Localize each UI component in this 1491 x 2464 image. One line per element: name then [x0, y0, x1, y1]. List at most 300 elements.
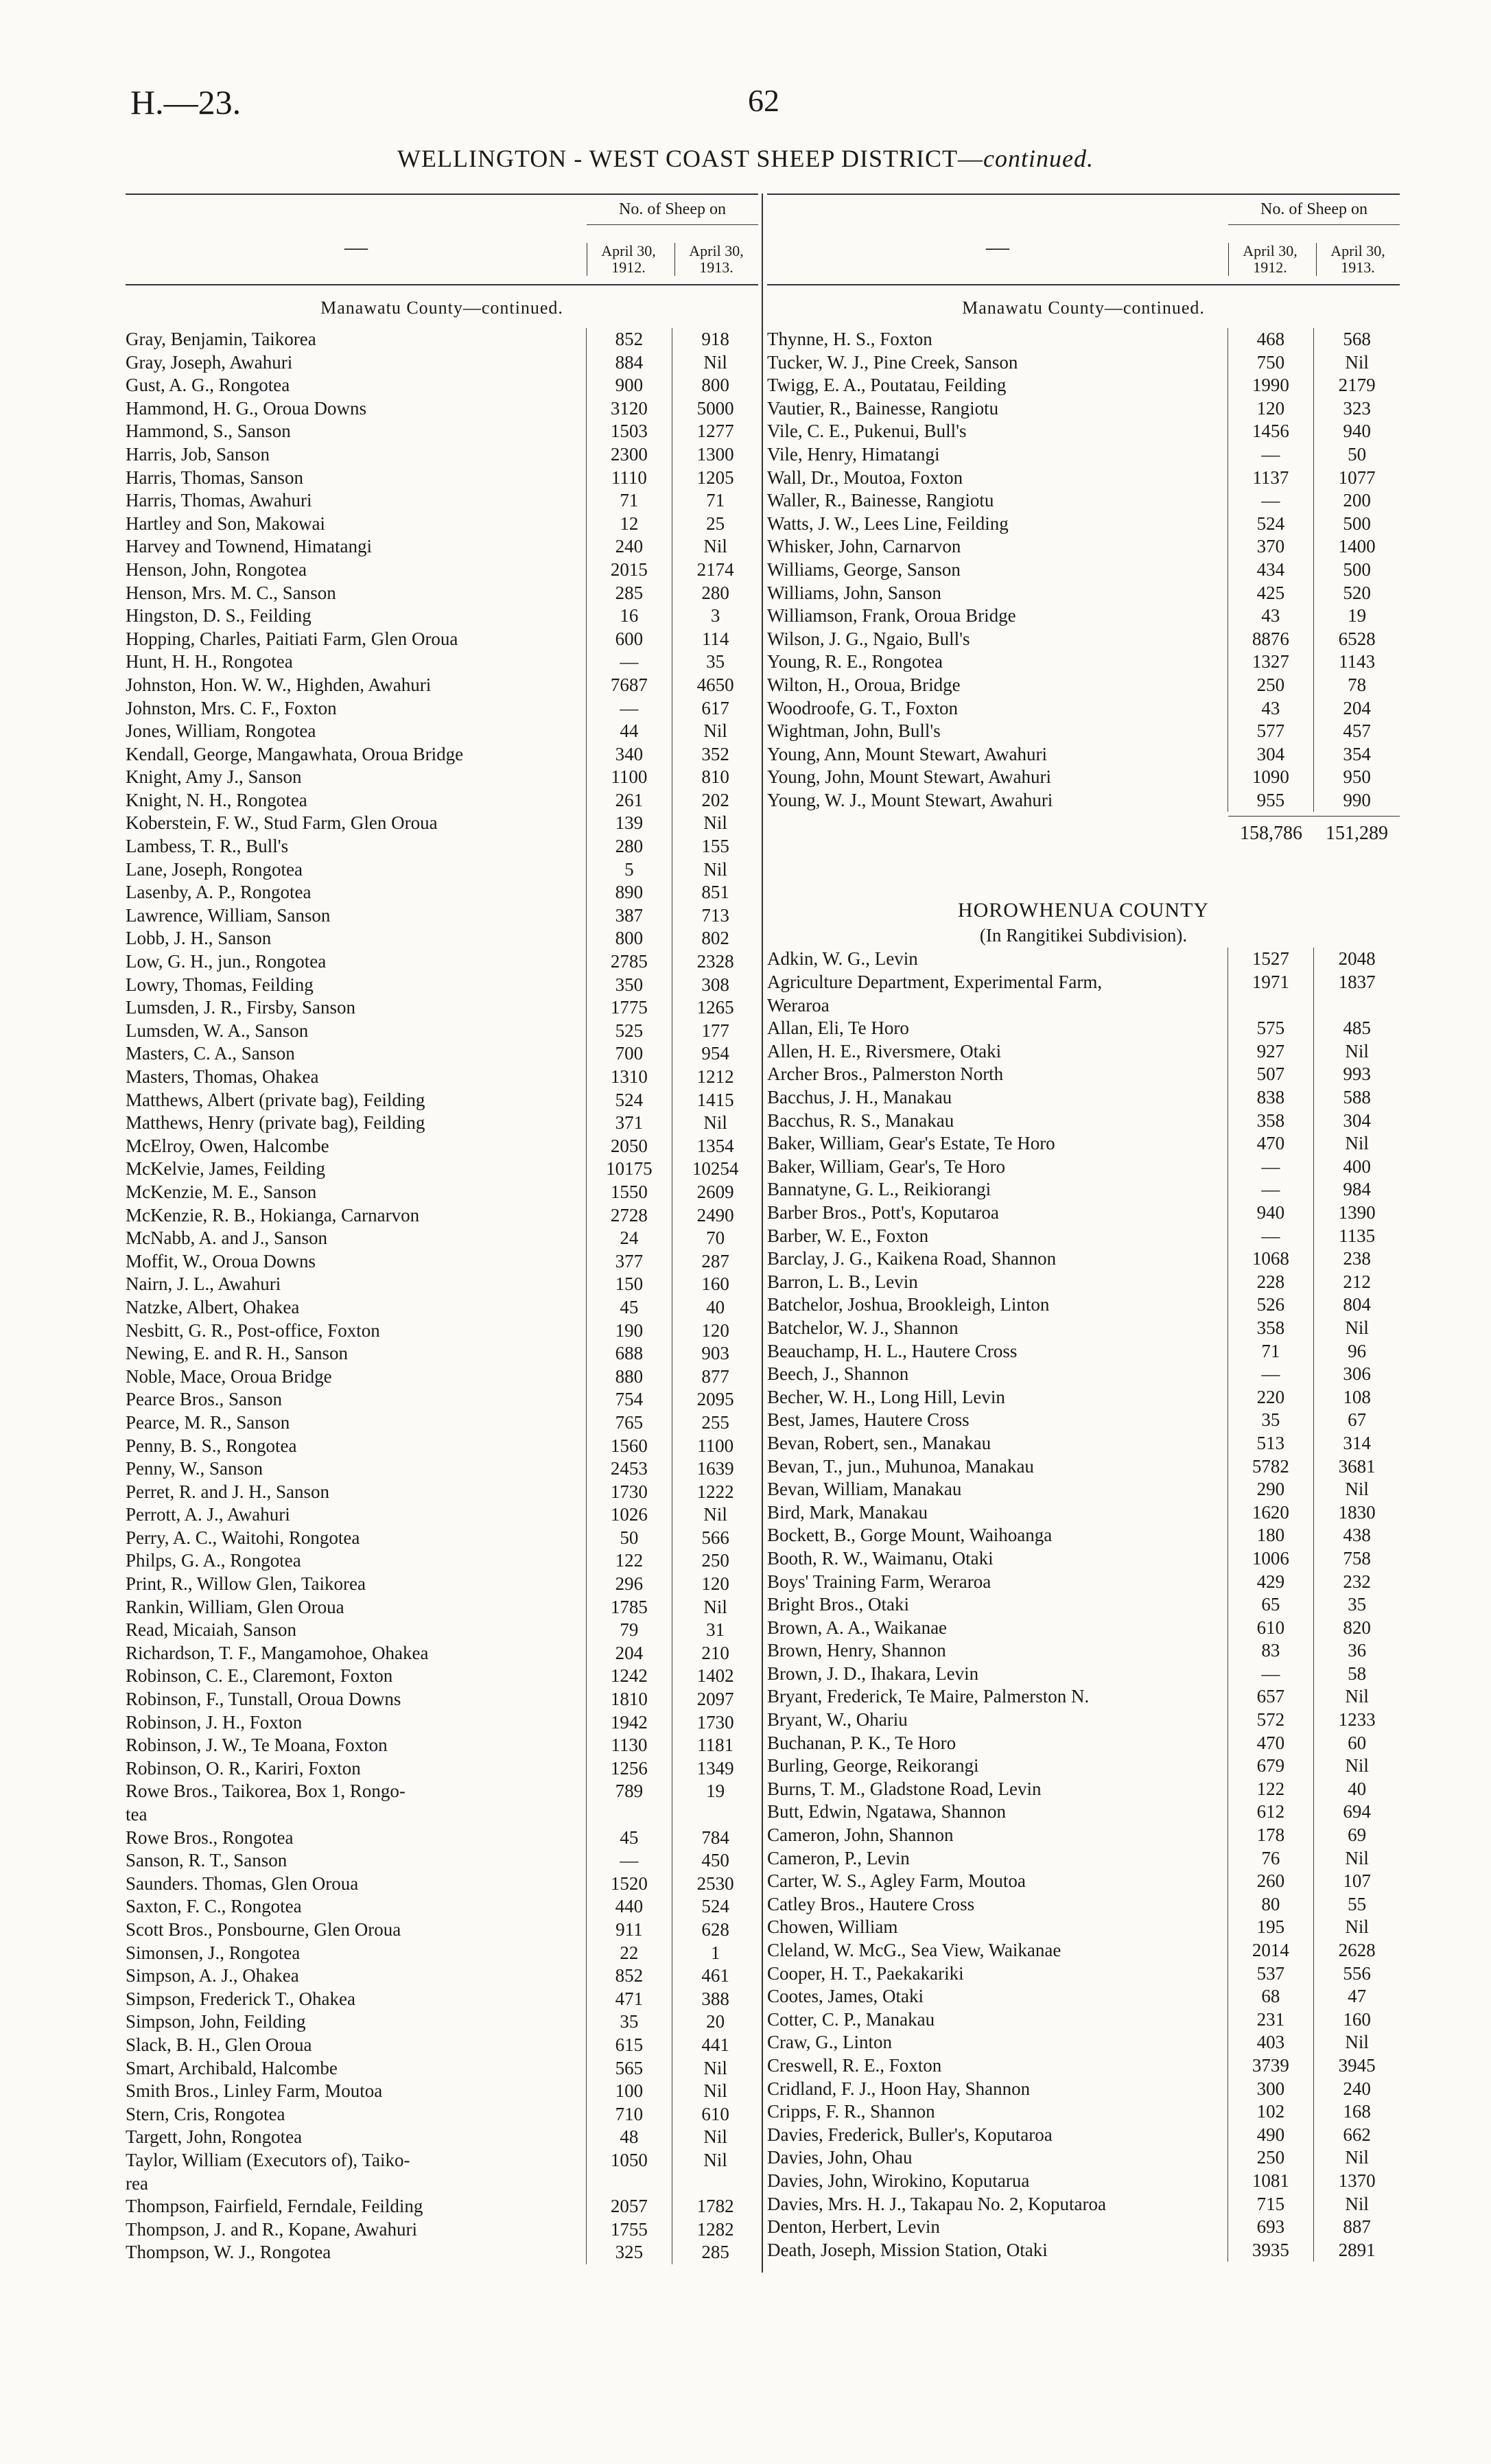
sheep-1912: 1068: [1228, 1247, 1314, 1271]
table-row: [767, 1247, 1400, 1271]
table-row: [126, 812, 758, 835]
owner-name: Rankin, William, Glen Oroua: [126, 1596, 344, 1617]
sheep-1913: 877: [672, 1365, 758, 1389]
table-row: [126, 1135, 758, 1158]
owner-name: Stern, Cris, Rongotea: [126, 2103, 285, 2124]
sheep-1913: 566: [672, 1527, 758, 1550]
table-row: [126, 559, 758, 582]
table-row: [126, 2241, 758, 2264]
sheep-1913: 210: [672, 1642, 758, 1665]
table-row: [126, 1435, 758, 1458]
table-row: [126, 2034, 758, 2057]
sheep-1912: 325: [586, 2241, 672, 2264]
owner-name: Williams, John, Sanson: [767, 582, 941, 603]
left-table-body: [126, 328, 758, 2264]
owner-name: Allen, H. E., Riversmere, Otaki: [767, 1040, 1002, 1061]
owner-name: Lobb, J. H., Sanson: [126, 928, 272, 949]
sheep-1912: —: [1228, 1178, 1314, 1201]
owner-name: Bannatyne, G. L., Reikiorangi: [767, 1179, 991, 1200]
sheep-1913: 160: [672, 1273, 758, 1296]
table-row: [767, 1432, 1400, 1455]
owner-name: Richardson, T. F., Mangamohoe, Ohakea: [126, 1642, 429, 1663]
table-row: [767, 2100, 1400, 2124]
table-row: [126, 1573, 758, 1596]
sheep-1913: 2097: [672, 1688, 758, 1711]
table-row: [126, 1273, 758, 1296]
sheep-1913: 485: [1313, 1017, 1400, 1040]
sheep-1913: 388: [672, 1988, 758, 2011]
date-1913-header: April 30, 1913.: [1316, 243, 1399, 276]
sheep-1913: 1265: [672, 996, 758, 1020]
sheep-1913: 1370: [1313, 2170, 1400, 2193]
owner-name: Best, James, Hautere Cross: [767, 1409, 970, 1431]
sheep-1913: 354: [1313, 743, 1400, 766]
total-label: [767, 816, 1228, 850]
sheep-1912: 693: [1228, 2216, 1314, 2239]
table-row: [767, 1201, 1400, 1225]
table-row: [126, 443, 758, 467]
sheep-1912: 2057: [586, 2195, 672, 2218]
owner-name: Smart, Archibald, Halcombe: [126, 2057, 338, 2078]
table-row: [767, 971, 1400, 994]
sheep-1912: 45: [586, 1827, 672, 1850]
owner-name: Lawrence, William, Sanson: [126, 904, 331, 926]
sheep-1913: 1390: [1313, 1201, 1400, 1225]
owner-name: Butt, Edwin, Ngatawa, Shannon: [767, 1801, 1006, 1822]
owner-name: Scott Bros., Ponsbourne, Glen Oroua: [126, 1919, 401, 1940]
sheep-1912: 1620: [1228, 1501, 1314, 1525]
sheep-1913: 1205: [672, 467, 758, 490]
sheep-1912: 1456: [1228, 420, 1314, 443]
sheep-1913: 2628: [1313, 1939, 1400, 1962]
title-main: WELLINGTON - WEST COAST SHEEP DISTRICT—: [397, 145, 984, 172]
owner-name: Harris, Thomas, Awahuri: [126, 490, 312, 511]
sheep-1912: 2785: [586, 950, 672, 974]
owner-name: Taylor, William (Executors of), Taiko-: [126, 2149, 410, 2170]
sheep-1913: 802: [672, 927, 758, 950]
owner-name: Hopping, Charles, Paitiati Farm, Glen Oroua: [126, 628, 458, 649]
sheep-1913: Nil: [1313, 1132, 1400, 1155]
sheep-1912: 2014: [1228, 1939, 1314, 1962]
table-row: [126, 1227, 758, 1250]
table-row: [767, 513, 1400, 536]
sheep-1913: 1077: [1313, 467, 1400, 490]
owner-name: Vautier, R., Bainesse, Rangiotu: [767, 397, 999, 419]
table-row: [767, 2054, 1400, 2078]
sheep-1912: 1110: [586, 467, 672, 490]
table-row: [767, 1271, 1400, 1294]
owner-name: Bevan, William, Manakau: [767, 1479, 962, 1500]
table-row: [767, 1040, 1400, 1064]
sheep-1912: 80: [1228, 1893, 1314, 1916]
sheep-1912: 3120: [586, 397, 672, 421]
sheep-1913: 255: [672, 1411, 758, 1435]
sheep-1912: 525: [586, 1020, 672, 1043]
table-row: [126, 420, 758, 443]
table-row: [126, 1250, 758, 1274]
owner-name: Agriculture Department, Experimental Farm,: [767, 972, 1103, 993]
table-row: [126, 605, 758, 628]
sheep-1913: 1233: [1313, 1709, 1400, 1732]
table-row: [767, 1063, 1400, 1086]
table-row: [126, 674, 758, 697]
sheep-1913: 67: [1313, 1409, 1400, 1432]
owner-name: Penny, B. S., Rongotea: [126, 1435, 297, 1456]
sheep-1913: 3681: [1313, 1455, 1400, 1479]
sheep-1913: 19: [672, 1780, 758, 1803]
sheep-1913: [672, 1803, 758, 1827]
sheep-1913: Nil: [1313, 2193, 1400, 2216]
sheep-1913: 990: [1313, 789, 1400, 812]
owner-name: Pearce, M. R., Sanson: [126, 1411, 290, 1433]
table-row: [126, 2195, 758, 2218]
table-row: [767, 789, 1400, 812]
sheep-1912: 1785: [586, 1596, 672, 1619]
table-row: [126, 489, 758, 513]
sheep-1912: 765: [586, 1411, 672, 1435]
sheep-1912: 852: [586, 328, 672, 351]
sheep-1912: 468: [1228, 328, 1314, 351]
table-row: [767, 1547, 1400, 1571]
name-header: —: [986, 235, 1009, 260]
owner-name: Jones, William, Rongotea: [126, 720, 316, 742]
sheep-1912: 100: [586, 2080, 672, 2103]
table-row: [126, 1342, 758, 1365]
sheep-1912: 750: [1228, 351, 1314, 375]
owner-name: Bockett, B., Gorge Mount, Waihoanga: [767, 1525, 1053, 1546]
table-row: [767, 1386, 1400, 1409]
owner-name: Bright Bros., Otaki: [767, 1594, 909, 1615]
table-row: [126, 1711, 758, 1735]
owner-name: Cripps, F. R., Shannon: [767, 2101, 935, 2122]
sheep-1912: 260: [1228, 1870, 1314, 1893]
table-row: [126, 650, 758, 674]
sheep-1913: 168: [1313, 2100, 1400, 2124]
table-row: [767, 994, 1400, 1018]
table-row: [126, 1365, 758, 1389]
table-row: [126, 1780, 758, 1803]
owner-name: Davies, John, Ohau: [767, 2147, 913, 2168]
sheep-1912: 507: [1228, 1063, 1314, 1086]
sheep-1912: 434: [1228, 559, 1314, 582]
owner-name: Gust, A. G., Rongotea: [126, 375, 290, 396]
sheep-1912: 79: [586, 1619, 672, 1642]
table-row: [126, 1619, 758, 1642]
table-row: [767, 467, 1400, 490]
sheep-1912: 1006: [1228, 1547, 1314, 1571]
table-row: [126, 789, 758, 812]
sheep-1912: —: [586, 697, 672, 720]
sheep-1913: 1222: [672, 1481, 758, 1504]
left-column: [126, 193, 758, 2264]
sheep-1913: 35: [672, 650, 758, 674]
sheep-1912: 1310: [586, 1066, 672, 1089]
sheep-1913: 820: [1313, 1617, 1400, 1640]
sheep-1912: 565: [586, 2057, 672, 2080]
owner-name: Penny, W., Sanson: [126, 1458, 263, 1479]
table-row: [767, 2008, 1400, 2032]
sheep-1912: 425: [1228, 582, 1314, 605]
sheep-1912: 83: [1228, 1639, 1314, 1663]
sheep-1912: 2300: [586, 443, 672, 467]
table-row: [126, 1549, 758, 1573]
table-row: [767, 1916, 1400, 1939]
sheep-1912: 900: [586, 374, 672, 397]
owner-name: Hingston, D. S., Feilding: [126, 605, 312, 626]
sheep-1912: 1137: [1228, 467, 1314, 490]
owner-name: Perret, R. and J. H., Sanson: [126, 1481, 329, 1502]
sheep-1913: Nil: [1313, 1478, 1400, 1501]
table-row: [767, 1132, 1400, 1155]
sheep-1913: 240: [1313, 2078, 1400, 2101]
owner-name: Nairn, J. L., Awahuri: [126, 1274, 281, 1295]
page-title: [0, 144, 1491, 173]
sheep-1913: 114: [672, 628, 758, 651]
owner-name: Robinson, C. E., Claremont, Foxton: [126, 1665, 393, 1687]
sheep-1912: 715: [1228, 2193, 1314, 2216]
owner-name: tea: [126, 1804, 148, 1824]
owner-name: Creswell, R. E., Foxton: [767, 2054, 942, 2076]
owner-name: Saxton, F. C., Rongotea: [126, 1896, 302, 1917]
owner-name: Burns, T. M., Gladstone Road, Levin: [767, 1778, 1042, 1799]
table-row: [126, 2080, 758, 2103]
sheep-1912: 377: [586, 1250, 672, 1274]
table-row: [767, 1317, 1400, 1340]
sheep-1912: 139: [586, 812, 672, 835]
sheep-1912: 204: [586, 1642, 672, 1665]
sheep-1913: Nil: [672, 1503, 758, 1527]
owner-name: Chowen, William: [767, 1916, 898, 1938]
sheep-1913: 940: [1313, 420, 1400, 443]
table-row: [126, 467, 758, 490]
sheep-1912: 1810: [586, 1688, 672, 1711]
sheep-1913: 1830: [1313, 1501, 1400, 1525]
owner-name: Allan, Eli, Te Horo: [767, 1018, 909, 1039]
table-row: [126, 328, 758, 351]
table-row: [126, 1158, 758, 1181]
owner-name: Rowe Bros., Rongotea: [126, 1827, 294, 1848]
owner-name: Barron, L. B., Levin: [767, 1271, 918, 1292]
horowhenua-subtitle: (In Rangitikei Subdivision).: [979, 925, 1188, 946]
owner-name: Barber, W. E., Foxton: [767, 1225, 929, 1246]
owner-name: Smith Bros., Linley Farm, Moutoa: [126, 2080, 383, 2102]
owner-name: Twigg, E. A., Poutatau, Feilding: [767, 375, 1007, 396]
owner-name: Nesbitt, G. R., Post-office, Foxton: [126, 1319, 380, 1341]
sheep-1912: 429: [1228, 1571, 1314, 1594]
table-row: [767, 2124, 1400, 2147]
sheep-1913: 285: [672, 2241, 758, 2264]
sheep-1912: 1775: [586, 996, 672, 1020]
sheep-1913: 1277: [672, 420, 758, 443]
table-row: [767, 650, 1400, 674]
sheep-1912: 526: [1228, 1293, 1314, 1317]
sheep-1913: 202: [672, 789, 758, 812]
table-row: [126, 2103, 758, 2126]
sheep-1912: 700: [586, 1042, 672, 1066]
sheep-1913: 25: [672, 513, 758, 536]
sheep-1913: 1354: [672, 1135, 758, 1158]
sheep-1912: 43: [1228, 697, 1314, 720]
sheep-header: No. of Sheep on: [1228, 200, 1400, 225]
sheep-1912: 16: [586, 605, 672, 628]
owner-name: Brown, A. A., Waikanae: [767, 1617, 948, 1638]
owner-name: Young, R. E., Rongotea: [767, 651, 943, 672]
sheep-1912: 50: [586, 1527, 672, 1550]
owner-name: Bacchus, R. S., Manakau: [767, 1110, 954, 1131]
owner-name: Young, John, Mount Stewart, Awahuri: [767, 766, 1052, 788]
table-row: [767, 1455, 1400, 1479]
sheep-1912: 800: [586, 927, 672, 950]
sheep-1913: 200: [1313, 489, 1400, 513]
table-row: [126, 535, 758, 559]
owner-name: Bird, Mark, Manakau: [767, 1501, 928, 1523]
table-row: [126, 720, 758, 743]
table-row: [126, 1204, 758, 1228]
table-row: [126, 1642, 758, 1665]
sheep-1913: 662: [1313, 2124, 1400, 2147]
sheep-1913: Nil: [1313, 1755, 1400, 1778]
sheep-1912: 22: [586, 1942, 672, 1965]
sheep-1912: —: [1228, 1155, 1314, 1179]
section-heading: Manawatu County—continued.: [320, 298, 563, 318]
sheep-1913: 2609: [672, 1181, 758, 1204]
sheep-1912: —: [586, 650, 672, 674]
owner-name: Williamson, Frank, Oroua Bridge: [767, 605, 1016, 626]
owner-name: Davies, Mrs. H. J., Takapau No. 2, Koputaroa: [767, 2193, 1107, 2214]
table-row: [767, 1824, 1400, 1847]
owner-name: McNabb, A. and J., Sanson: [126, 1228, 327, 1249]
table-row: [126, 1411, 758, 1435]
table-row: [126, 1457, 758, 1481]
sheep-1913: 60: [1313, 1732, 1400, 1755]
sheep-1913: 1212: [672, 1066, 758, 1089]
sheep-1912: 190: [586, 1319, 672, 1343]
sheep-1913: 5000: [672, 397, 758, 421]
table-row: [767, 605, 1400, 628]
table-row: [126, 904, 758, 928]
total-1912: 158,786: [1228, 816, 1314, 850]
sheep-1913: 120: [672, 1573, 758, 1596]
sheep-1913: 617: [672, 697, 758, 720]
sheep-1913: 1730: [672, 1711, 758, 1735]
owner-name: Johnston, Hon. W. W., Highden, Awahuri: [126, 674, 432, 695]
sheep-1912: 24: [586, 1227, 672, 1250]
sheep-1912: 927: [1228, 1040, 1314, 1064]
owner-name: Cleland, W. McG., Sea View, Waikanae: [767, 1940, 1061, 1960]
owner-name: Noble, Mace, Oroua Bridge: [126, 1365, 332, 1387]
owner-name: Lowry, Thomas, Feilding: [126, 974, 314, 995]
sheep-1913: 457: [1313, 720, 1400, 743]
sheep-1912: 290: [1228, 1478, 1314, 1501]
table-row: [767, 1847, 1400, 1870]
sheep-header: No. of Sheep on: [587, 200, 758, 225]
table-row: [126, 881, 758, 904]
sheep-1912: —: [1228, 443, 1314, 467]
sheep-1912: 102: [1228, 2100, 1314, 2124]
sheep-1913: 810: [672, 766, 758, 789]
right-column-header: [767, 193, 1400, 285]
table-row: [126, 1042, 758, 1066]
owner-name: Cameron, John, Shannon: [767, 1824, 954, 1846]
table-row: [126, 1527, 758, 1550]
table-row: [126, 743, 758, 766]
table-row: [126, 1919, 758, 1942]
table-row: [126, 697, 758, 720]
table-row: [126, 2126, 758, 2149]
table-row: [767, 1524, 1400, 1547]
sheep-1913: 69: [1313, 1824, 1400, 1847]
owner-name: McKenzie, M. E., Sanson: [126, 1181, 317, 1202]
sheep-1912: [1228, 994, 1314, 1018]
table-row: [126, 950, 758, 974]
sheep-1913: 1837: [1313, 971, 1400, 994]
sheep-1913: 212: [1313, 1271, 1400, 1294]
sheep-1912: 577: [1228, 720, 1314, 743]
owner-name: Perrott, A. J., Awahuri: [126, 1504, 290, 1525]
owner-name: Hunt, H. H., Rongotea: [126, 651, 293, 672]
table-row: [126, 2218, 758, 2242]
owner-name: Koberstein, F. W., Stud Farm, Glen Oroua: [126, 812, 438, 834]
table-row: [767, 674, 1400, 697]
table-row: [126, 1066, 758, 1089]
sheep-1912: 1327: [1228, 650, 1314, 674]
sheep-1913: 352: [672, 743, 758, 766]
sheep-1913: 96: [1313, 1340, 1400, 1363]
table-row: [767, 2170, 1400, 2193]
table-row: [767, 1962, 1400, 1986]
table-row: [126, 1688, 758, 1711]
sheep-1913: 1300: [672, 443, 758, 467]
sheep-1913: 1402: [672, 1665, 758, 1688]
sheep-1913: 2328: [672, 950, 758, 974]
sheep-1913: 280: [672, 582, 758, 605]
owner-name: Thynne, H. S., Foxton: [767, 329, 932, 349]
owner-name: Gray, Joseph, Awahuri: [126, 351, 293, 373]
sheep-1912: 10175: [586, 1158, 672, 1181]
sheep-1912: —: [1228, 1663, 1314, 1686]
owner-name: Newing, E. and R. H., Sanson: [126, 1343, 348, 1364]
sheep-1913: 556: [1313, 1962, 1400, 1986]
horowhenua-heading: [767, 898, 1400, 948]
owner-name: Buchanan, P. K., Te Horo: [767, 1732, 956, 1753]
right-column: [767, 193, 1400, 2262]
sheep-1913: 2174: [672, 559, 758, 582]
county-total-row: [767, 816, 1400, 850]
owner-name: Johnston, Mrs. C. F., Foxton: [126, 697, 337, 718]
owner-name: Read, Micaiah, Sanson: [126, 1619, 296, 1641]
owner-name: McKenzie, R. B., Hokianga, Carnarvon: [126, 1204, 420, 1225]
owner-name: Lambess, T. R., Bull's: [126, 836, 289, 857]
sheep-1913: 3945: [1313, 2054, 1400, 2078]
sheep-1913: 58: [1313, 1663, 1400, 1686]
owner-name: Waller, R., Bainesse, Rangiotu: [767, 490, 994, 511]
table-row: [126, 1596, 758, 1619]
sheep-1913: 800: [672, 374, 758, 397]
sheep-1912: 1026: [586, 1503, 672, 1527]
sheep-1913: Nil: [672, 1112, 758, 1135]
sheep-1912: 150: [586, 1273, 672, 1296]
sheep-1912: 537: [1228, 1962, 1314, 1986]
owner-name: Simpson, John, Feilding: [126, 2011, 306, 2032]
sheep-1912: 1971: [1228, 971, 1314, 994]
table-row: [767, 1663, 1400, 1686]
owner-name: Hammond, H. G., Oroua Downs: [126, 397, 366, 419]
owner-name: Lumsden, J. R., Firsby, Sanson: [126, 997, 356, 1018]
sheep-1912: 1520: [586, 1873, 672, 1896]
sheep-1913: 524: [672, 1895, 758, 1919]
sheep-1913: 323: [1313, 397, 1400, 421]
table-row: [767, 1685, 1400, 1709]
